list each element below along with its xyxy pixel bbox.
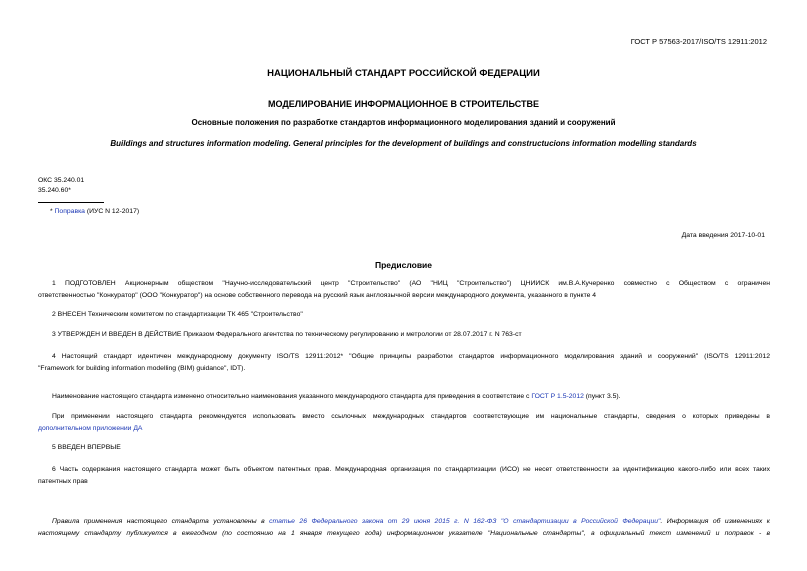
application-rules-line1 — [38, 516, 770, 528]
footnote-text: (ИУС N 12-2017) — [84, 208, 140, 215]
application-rules-line2: настоящему стандарту публикуется в ежегодном (по состоянию на 1 января текущего года) информационном указателе "Национальные стандарты", а официальный текст изменений и поправок - в — [38, 530, 770, 537]
name-note-tail: (пункт 3.5). — [583, 393, 621, 400]
oks-code-2: 35.240.60* — [38, 187, 71, 194]
reference-note-line1: При применении настоящего стандарта рекомендуется использовать вместо ссылочных международных стандартов соответствующие им национальные стандарты, сведения о которых приведены в — [52, 413, 770, 420]
preface-item-1 — [38, 278, 770, 304]
amendment-link[interactable]: Поправка — [54, 208, 85, 215]
preface-item-1-line2: ответственностью "Конкуратор" (ООО "Конкуратор") на основе собственного перевода на русский язык англоязычной версии международного документа, указанного в пункте 4 — [38, 292, 597, 299]
preface-item-4-line1: 4 Настоящий стандарт идентичен международному документу ISO/TS 12911:2012* "Общие принципы разработки стандартов информационного моделирования зданий и сооружений" (ISO/TS 12911:2012 — [52, 353, 770, 360]
rules-tail: . Информация об изменениях к — [660, 518, 770, 525]
preface-reference-note — [38, 411, 770, 437]
rules-text: Правила применения настоящего стандарта установлены в — [52, 518, 270, 525]
document-subtitle: Основные положения по разработке стандартов информационного моделирования зданий и сооружений — [191, 118, 616, 127]
footnote — [50, 208, 139, 215]
document-title: МОДЕЛИРОВАНИЕ ИНФОРМАЦИОННОЕ В СТРОИТЕЛЬСТВЕ — [267, 99, 540, 109]
oks-code-1: ОКС 35.240.01 — [38, 177, 85, 184]
english-title: Buildings and structures information modeling. General principles for the development of buildings and constructucions information modelling standards — [110, 139, 697, 148]
gost-link[interactable]: ГОСТ Р 1.5-2012 — [531, 393, 584, 400]
federal-law-link[interactable]: статье 26 Федерального закона от 29 июня 2015 г. N 162-ФЗ "О стандартизации в Российской Федерации" — [269, 518, 661, 525]
preface-name-note — [38, 391, 784, 403]
preface-item-1-line1: 1 ПОДГОТОВЛЕН Акционерным обществом "Научно-исследовательский центр "Строительство" (АО "НИЦ "Строительство") ЦНИИСК им.В.А.Кучеренко совместно с Обществом с ограничен — [52, 280, 770, 287]
application-rules — [38, 516, 770, 542]
introduction-date: Дата введения 2017-10-01 — [681, 232, 765, 239]
name-note-text: Наименование настоящего стандарта изменено относительно наименования указанного международного стандарта для приведения в соответствие с — [52, 393, 532, 400]
footnote-star: * — [50, 208, 55, 215]
standard-title: НАЦИОНАЛЬНЫЙ СТАНДАРТ РОССИЙСКОЙ ФЕДЕРАЦИИ — [267, 68, 540, 79]
preface-item-4 — [38, 351, 770, 377]
preface-item-6-line1: 6 Часть содержания настоящего стандарта может быть объектом патентных прав. Международная организация по стандартизации (ИСО) не несет ответственности за идентификацию какого-либо или всех таких — [52, 466, 770, 473]
preface-item-4-line2: "Framework for building information modelling (BIM) guidance", IDT). — [38, 365, 246, 372]
preface-item-6 — [38, 464, 770, 490]
document-code: ГОСТ Р 57563-2017/ISO/TS 12911:2012 — [630, 37, 767, 46]
preface-item-2: 2 ВНЕСЕН Техническим комитетом по стандартизации ТК 465 "Строительство" — [52, 311, 303, 318]
preface-item-3: 3 УТВЕРЖДЕН И ВВЕДЕН В ДЕЙСТВИЕ Приказом Федерального агентства по техническому регулированию и метрологии от 28.07.2017 г. N 763-ст — [52, 331, 522, 338]
preface-item-5: 5 ВВЕДЕН ВПЕРВЫЕ — [52, 444, 121, 451]
preface-item-6-line2: патентных прав — [38, 478, 88, 485]
footnote-divider — [38, 202, 104, 203]
appendix-da-link[interactable]: дополнительном приложении ДА — [38, 425, 143, 432]
preface-heading: Предисловие — [374, 260, 433, 270]
